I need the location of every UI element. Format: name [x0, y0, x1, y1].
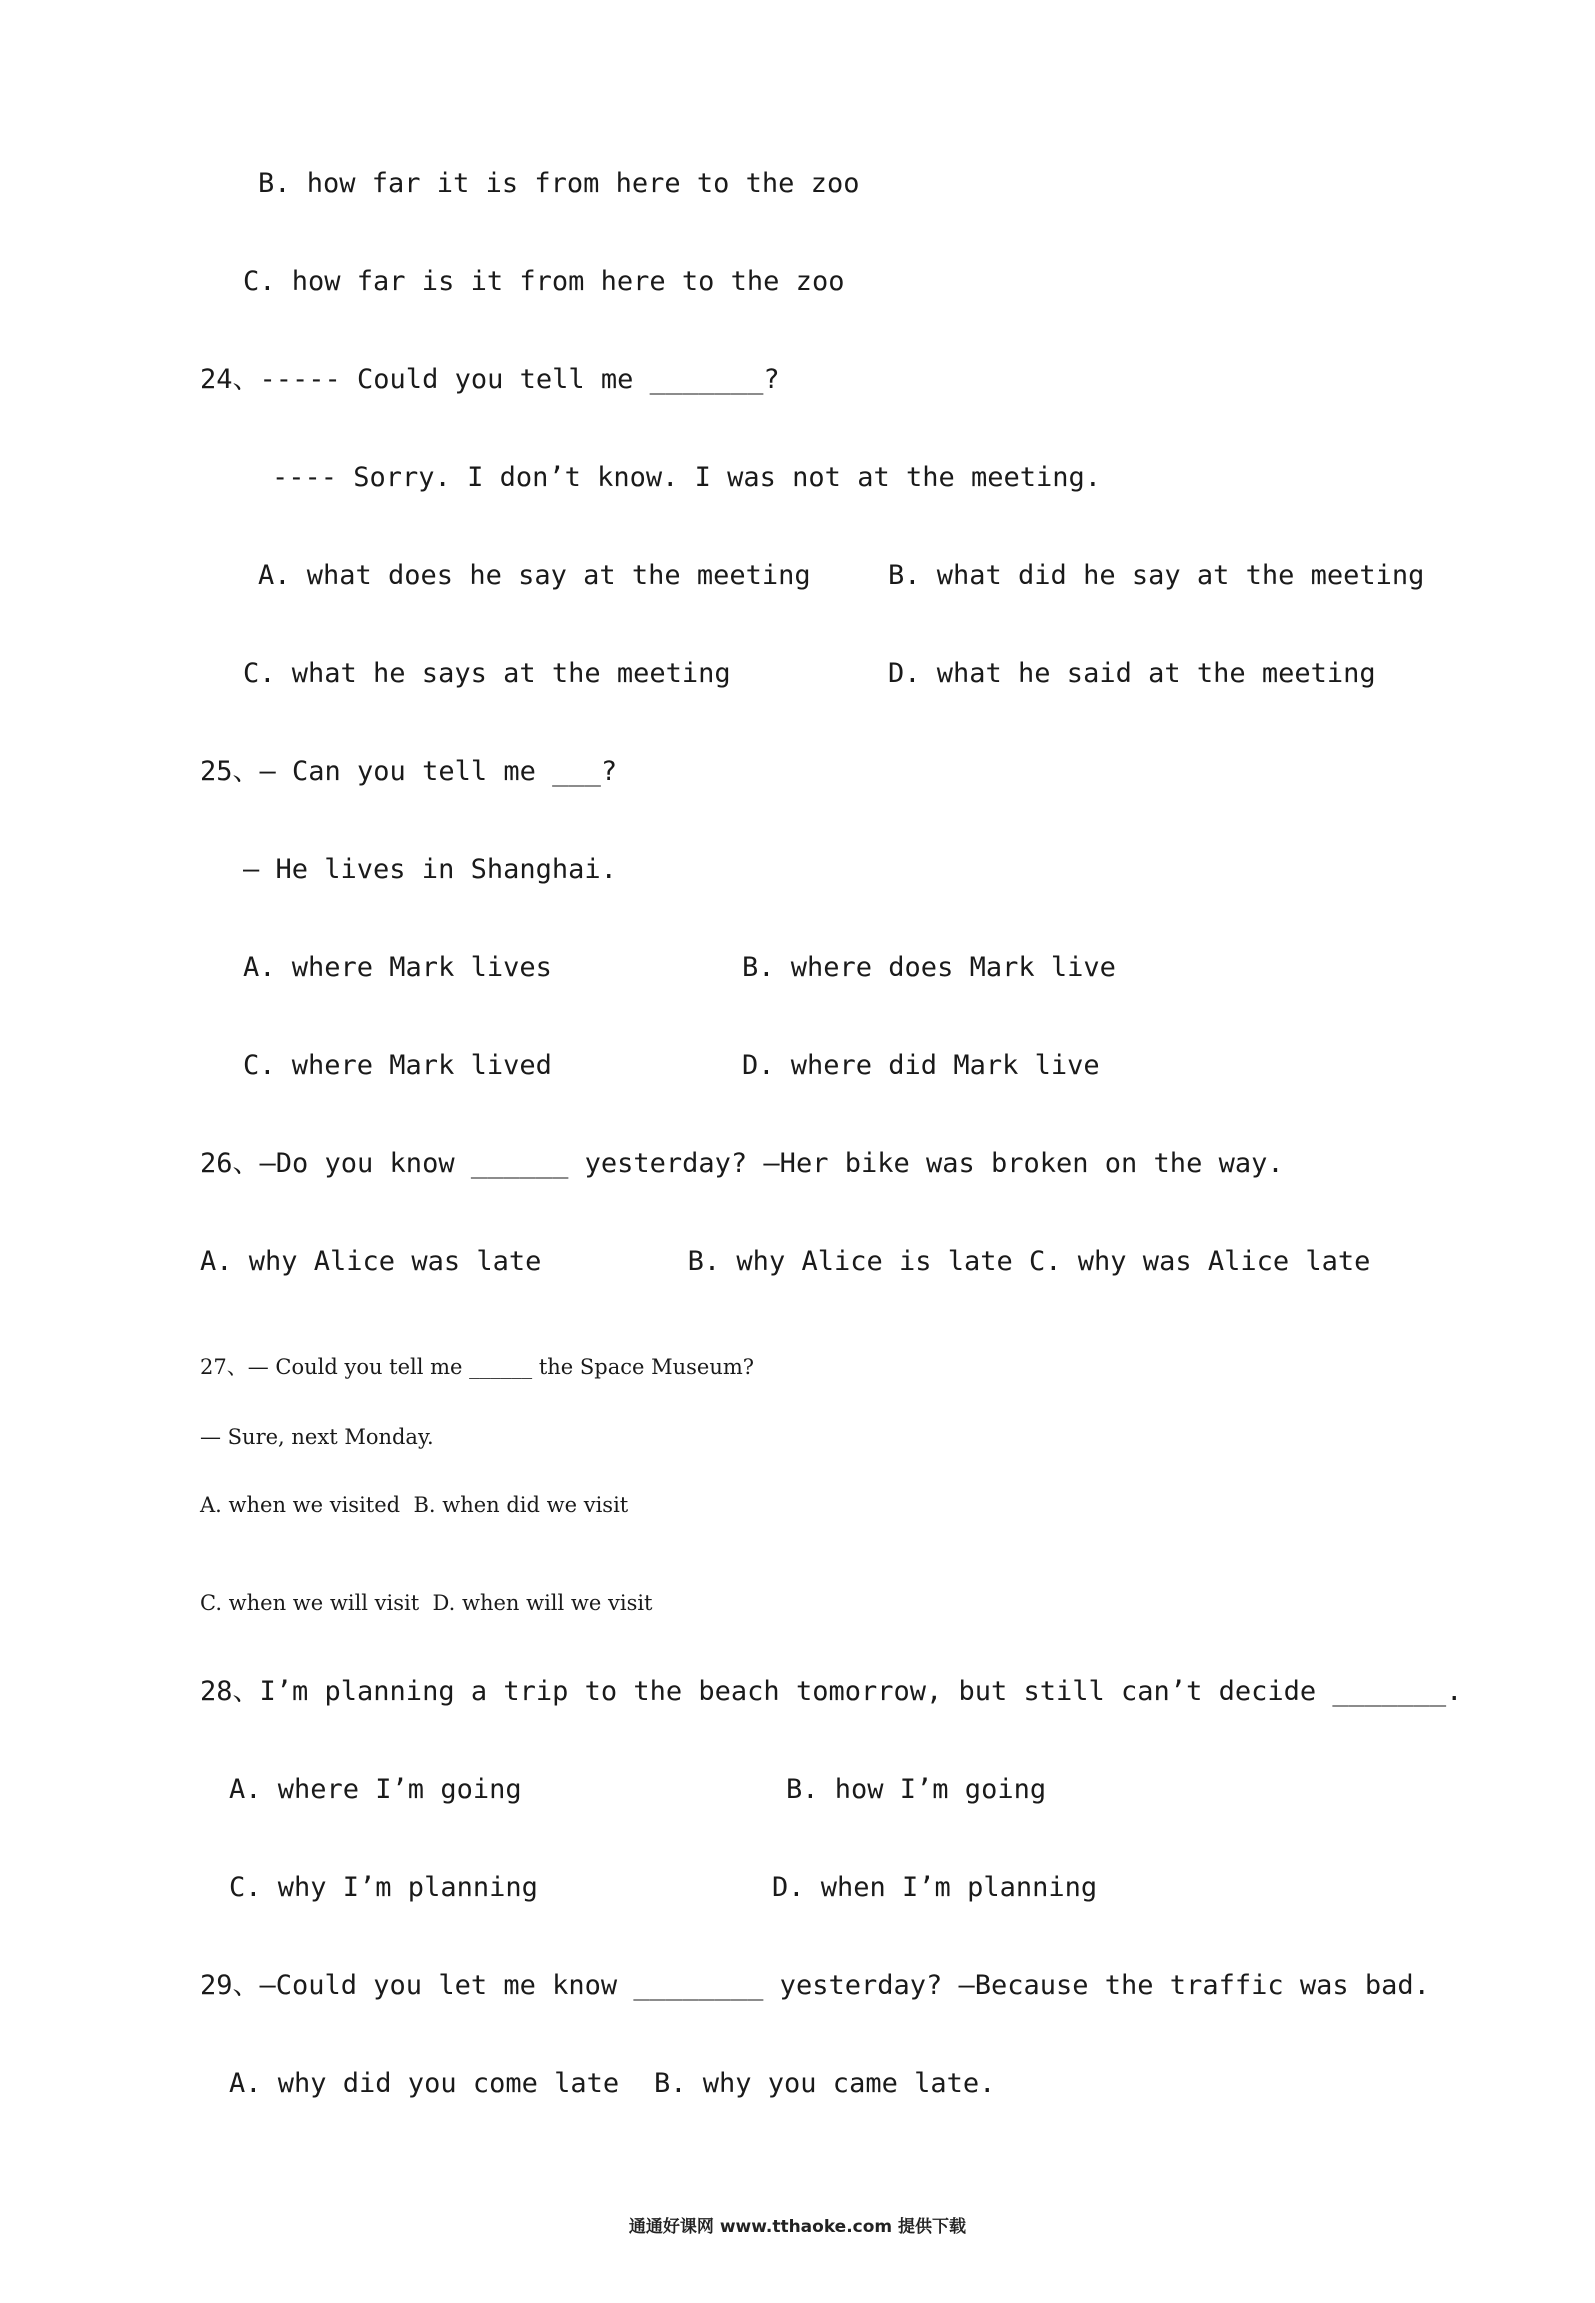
q25-option-c: C. where Mark lived — [243, 1050, 552, 1081]
q23-option-b: B. how far it is from here to the zoo — [258, 168, 860, 199]
q25-option-b: B. where does Mark live — [742, 952, 1116, 983]
q24-option-c: C. what he says at the meeting — [243, 658, 731, 689]
q28-option-a: A. where I’m going — [229, 1774, 522, 1805]
q24-stem: 24、----- Could you tell me _______? — [200, 364, 780, 395]
q25-stem: 25、– Can you tell me ___? — [200, 756, 618, 787]
q28-option-b: B. how I’m going — [786, 1774, 1047, 1805]
q28-option-c: C. why I’m planning — [229, 1872, 538, 1903]
q28-stem: 28、I’m planning a trip to the beach tomorrow, but still can’t decide _______. — [200, 1676, 1463, 1707]
q26-options: A. why Alice was late B. why Alice is late C. why was Alice late — [200, 1246, 1371, 1277]
q29-stem: 29、—Could you let me know ________ yesterday? —Because the traffic was bad. — [200, 1970, 1430, 2001]
q27-options-ab: A. when we visited B. when did we visit — [200, 1493, 629, 1517]
q27-options-cd: C. when we will visit D. when will we visit — [200, 1591, 653, 1615]
q26-stem: 26、—Do you know ______ yesterday? —Her bike was broken on the way. — [200, 1148, 1284, 1179]
q27-answer-line: — Sure, next Monday. — [200, 1425, 434, 1449]
page-footer: 通通好课网 www.tthaoke.com 提供下载 — [628, 2217, 967, 2237]
q24-option-a: A. what does he say at the meeting — [258, 560, 811, 591]
q28-option-d: D. when I’m planning — [772, 1872, 1098, 1903]
q25-option-d: D. where did Mark live — [742, 1050, 1100, 1081]
q29-option-a: A. why did you come late — [229, 2068, 620, 2099]
q24-option-b: B. what did he say at the meeting — [888, 560, 1425, 591]
q29-option-b: B. why you came late. — [654, 2068, 996, 2099]
q25-option-a: A. where Mark lives — [243, 952, 552, 983]
q23-option-c: C. how far is it from here to the zoo — [243, 266, 845, 297]
q25-answer-line: – He lives in Shanghai. — [243, 854, 617, 885]
q24-option-d: D. what he said at the meeting — [888, 658, 1376, 689]
q24-answer-line: ---- Sorry. I don’t know. I was not at the meeting. — [272, 462, 1102, 493]
q27-stem: 27、— Could you tell me ______ the Space Museum? — [200, 1355, 755, 1379]
